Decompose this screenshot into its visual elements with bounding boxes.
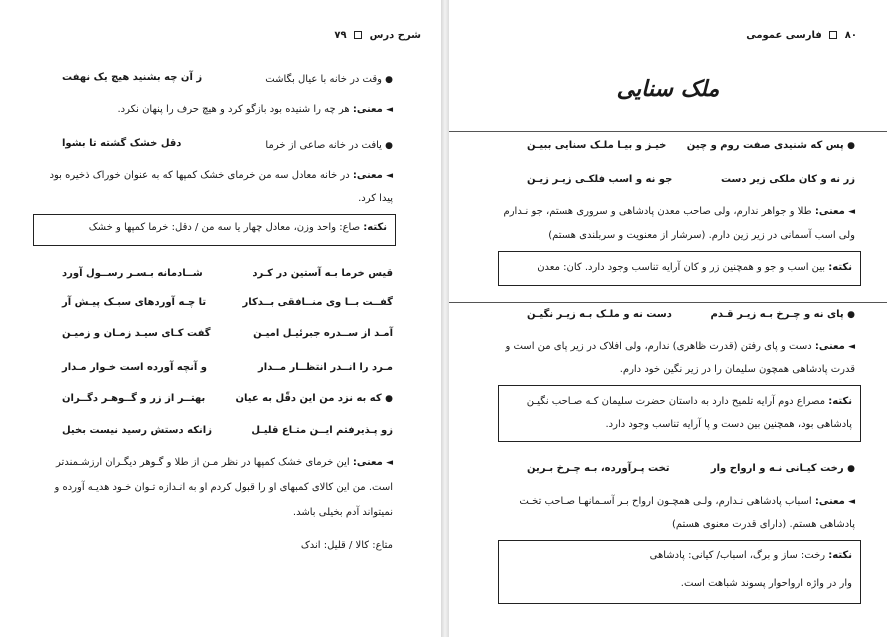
note-box [498,385,861,442]
poem-right: زو پـذیرفتم ایــن متـاع قلیـل [251,425,393,436]
poem-left: زانکه دستش رسید نیست بخیل [62,425,212,436]
meaning-text: طلا و جواهر ندارم، ولی صاحب معدن پادشاهی و سروری هستم، جو نـدارم [503,206,812,217]
note-line [89,222,387,233]
verse-text: وقت در خانه با عیال بگاشت [265,74,382,85]
poem-right: آمـد از ســدره جبرئیـل امیـن [253,328,393,339]
verse-line [265,74,393,85]
bullet-icon: ● [385,394,393,404]
arrow-icon: ◄ [848,207,855,217]
meaning-text: دست و پای رفتن (قدرت ظاهری) ندارم، ولی افلاک در زیر پای من است و [505,341,812,352]
poem-left: دست نه و ملـک بـه زیـر نگیـن [527,309,672,320]
meaning-continuation: پادشاهی هستم. (دارای قدرت معنوی هستم) [671,519,855,530]
verse-hemistich: دقل خشک گشته تا بشوا [62,138,182,149]
meaning-text: اسباب پادشاهی نـدارم، ولـی همچـون ارواح بـر آسـمانهـا صـاحب تخـت [519,496,812,507]
note-text: صاع: واحد وزن، معادل چهار یا سه من / دقل: خرما کمپها و خشک [88,222,361,233]
poem-right [711,463,855,474]
meaning-continuation: پیدا کرد. [358,193,393,204]
left-page-header [334,30,421,41]
meaning-line [56,457,393,468]
meaning-continuation: نمیتواند آدم بخیلی باشد. [292,507,393,518]
square-icon [829,31,837,39]
poem-left: خیـز و بیـا ملـک سنایی ببیـن [527,140,667,151]
note-continuation: پادشاهی بود، همچنین بین دست و پا آرایه تناسب وجود دارد. [605,419,852,430]
poem-left: شــادمانه بـسـر رســول آورد [62,268,203,279]
poem-left: گفت کـای سیـد زمـان و زمیـن [62,328,211,339]
poem-right-text: رخت کیـانی نـه و ارواح وار [710,463,844,474]
bullet-icon: ● [847,310,855,320]
bullet-icon: ● [847,464,855,474]
note-line [537,262,852,273]
verse-line [265,140,393,151]
lesson-title: ملک سنایی [616,76,720,102]
note-text: مصراع دوم آرایه تلمیح دارد به داستان حضرت سلیمان کـه صـاحب نگیـن [526,396,826,407]
poem-right: گفــت بــا وی منــافقی بــدکار [242,297,393,308]
meaning-text: این خرمای خشک کمپها در نظر مـن از طلا و گـوهر دیگـران ارزشـمندتر [56,457,350,468]
meaning-label: معنی: [814,341,845,352]
arrow-icon: ◄ [386,458,393,468]
poem-right [711,309,855,320]
verse-text: یافت در خانه صاعی از خرما [265,140,382,151]
bullet-icon: ● [385,75,393,85]
meaning-continuation: ولی اسب آسمانی در زیر زین دارم. (سرشار از معنویت و سربلندی هستم) [548,230,855,241]
poem-left: تخت پـرآورده، بـه چـرخ بـرین [527,463,670,474]
glossary-line: متاع: کالا / قلیل: اندک [300,540,393,551]
page-number: ۷۹ [334,30,347,41]
meaning-continuation: است. من این کالای کمبهای او را قبول کردم او به انـدازه تـوان خـود هدیـه آورده و [54,482,393,493]
note-text: رخت: ساز و برگ، اسباب/ کیانی: پادشاهی [649,550,826,561]
arrow-icon: ◄ [386,171,393,181]
meaning-continuation: قدرت پادشاهی همچون سلیمان را در زیر نگین خود دارم. [619,364,855,375]
arrow-icon: ◄ [848,342,855,352]
note-continuation: وار در واژه ارواحوار پسوند شباهت است. [680,578,852,589]
poem-right: زر نه و کان ملکی زیر دست [720,174,855,185]
page-label: فارسی عمومی [746,30,822,41]
meaning-line [505,341,855,352]
poem-left: بهتــر از زر و گــوهـر دگــران [62,393,206,404]
note-text: بین اسب و جو و همچنین زر و کان آرایه تناسب وجود دارد. کان: معدن [537,262,826,273]
note-label: نکته: [828,262,852,273]
poem-right [687,140,855,151]
bullet-icon: ● [385,141,393,151]
meaning-text: در خانه معادل سه من خرمای خشک کمپها که به عنوان خوراک ذخیره بود [49,170,350,181]
note-line [527,396,852,407]
page-label: شرح درس [369,30,421,41]
meaning-line [117,104,393,115]
right-page-header [746,30,857,41]
poem-right-text: پس که شنیدی صفت روم و چین [686,140,844,151]
note-label: نکته: [828,550,852,561]
page-number: ۸۰ [844,30,857,41]
left-page [0,0,441,637]
poem-left: و آنچه آورده است خـوار مـدار [62,362,208,373]
meaning-label: معنی: [352,457,383,468]
poem-right-text: پای نه و چـرخ بـه زیـر قـدم [710,309,844,320]
section-divider [449,302,887,303]
verse-hemistich: ز آن چه بشنید هیچ یک نهفت [62,72,203,83]
meaning-label: معنی: [814,496,845,507]
poem-right-text: که به نزد من این دقّل به عیان [235,393,382,404]
section-divider [449,131,887,132]
poem-right: مـرد را انــدر انتظــار مــدار [258,362,393,373]
poem-left: تا چـه آوردهای سبـک پیـش آر [62,297,207,308]
bullet-icon: ● [847,141,855,151]
meaning-label: معنی: [352,104,383,115]
square-icon [354,31,362,39]
meaning-text: هر چه را شنیده بود بازگو کرد و هیچ حرف را پنهان نکرد. [117,104,350,115]
arrow-icon: ◄ [848,497,855,507]
book-spine [441,0,449,637]
meaning-line [50,170,393,181]
poem-left: جو نه و اسب فلکـی زیـر زیـن [527,174,673,185]
right-page [449,0,887,637]
note-label: نکته: [363,222,387,233]
meaning-label: معنی: [814,206,845,217]
meaning-line [519,496,855,507]
meaning-line [504,206,855,217]
poem-right: قیس خرما بـه آستین در کـرد [252,268,393,279]
arrow-icon: ◄ [386,105,393,115]
note-line [650,550,852,561]
note-label: نکته: [828,396,852,407]
meaning-label: معنی: [352,170,383,181]
poem-right [235,393,393,404]
